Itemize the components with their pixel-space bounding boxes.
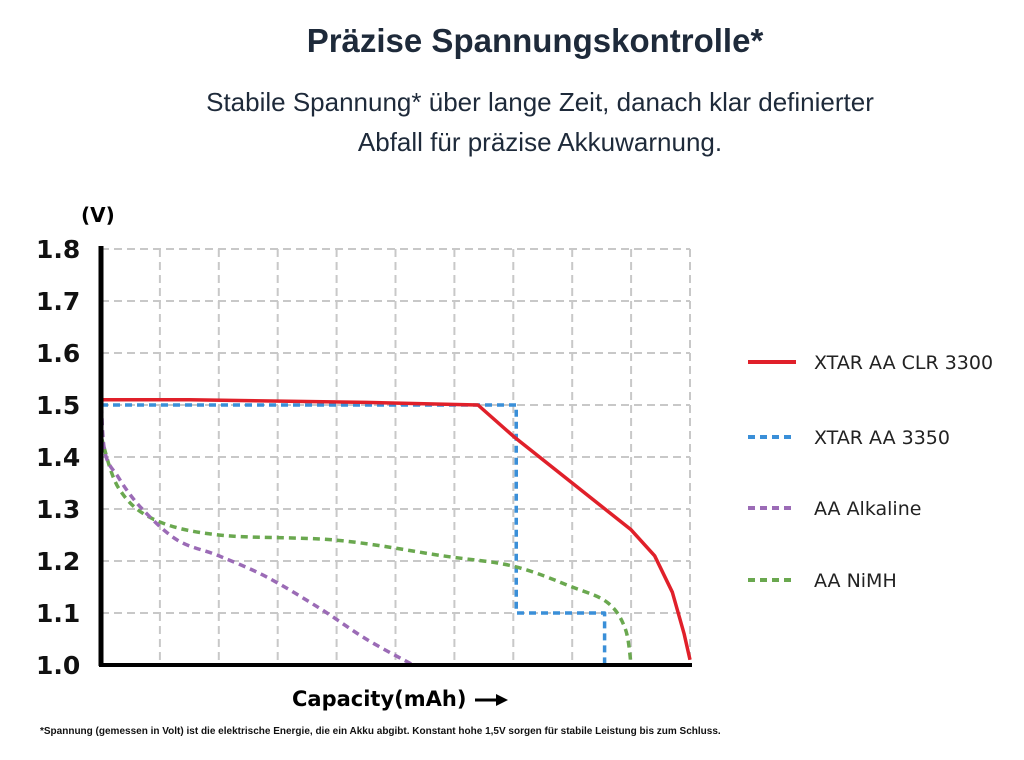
x-axis-arrow: [475, 694, 508, 706]
y-axis-unit-label: (V): [81, 203, 115, 227]
chart-title: Präzise Spannungskontrolle*: [306, 22, 764, 59]
legend-label: XTAR AA 3350: [814, 427, 950, 449]
x-axis-label: Capacity(mAh): [292, 687, 467, 711]
legend-label: XTAR AA CLR 3300: [814, 352, 994, 374]
y-tick-label: 1.3: [36, 495, 81, 524]
y-tick-labels: [36, 235, 80, 680]
series-line-aa-nimh: [101, 436, 631, 665]
legend-label: AA Alkaline: [814, 498, 922, 520]
y-tick-label: 1.2: [36, 547, 81, 576]
series-line-xtar-aa-3350: [101, 405, 605, 665]
y-tick-label: 1.5: [36, 391, 81, 420]
chart-legend: [748, 352, 993, 592]
y-tick-label: 1.0: [36, 651, 81, 680]
chart-grid: [101, 249, 690, 665]
y-tick-label: 1.7: [36, 287, 81, 316]
y-tick-label: 1.1: [36, 599, 81, 628]
subtitle-line-1: Stabile Spannung* über lange Zeit, danach klar definierter: [206, 87, 874, 117]
y-tick-label: 1.8: [36, 235, 81, 264]
y-tick-label: 1.6: [36, 339, 81, 368]
y-tick-label: 1.4: [36, 443, 81, 472]
legend-label: AA NiMH: [814, 570, 897, 592]
subtitle-line-2: Abfall für präzise Akkuwarnung.: [357, 127, 723, 157]
footnote: *Spannung (gemessen in Volt) ist die elektrische Energie, die ein Akku abgibt. Konstant hohe 1,5V sorgen für stabile Leistung bis zum Schluss.: [40, 726, 721, 737]
